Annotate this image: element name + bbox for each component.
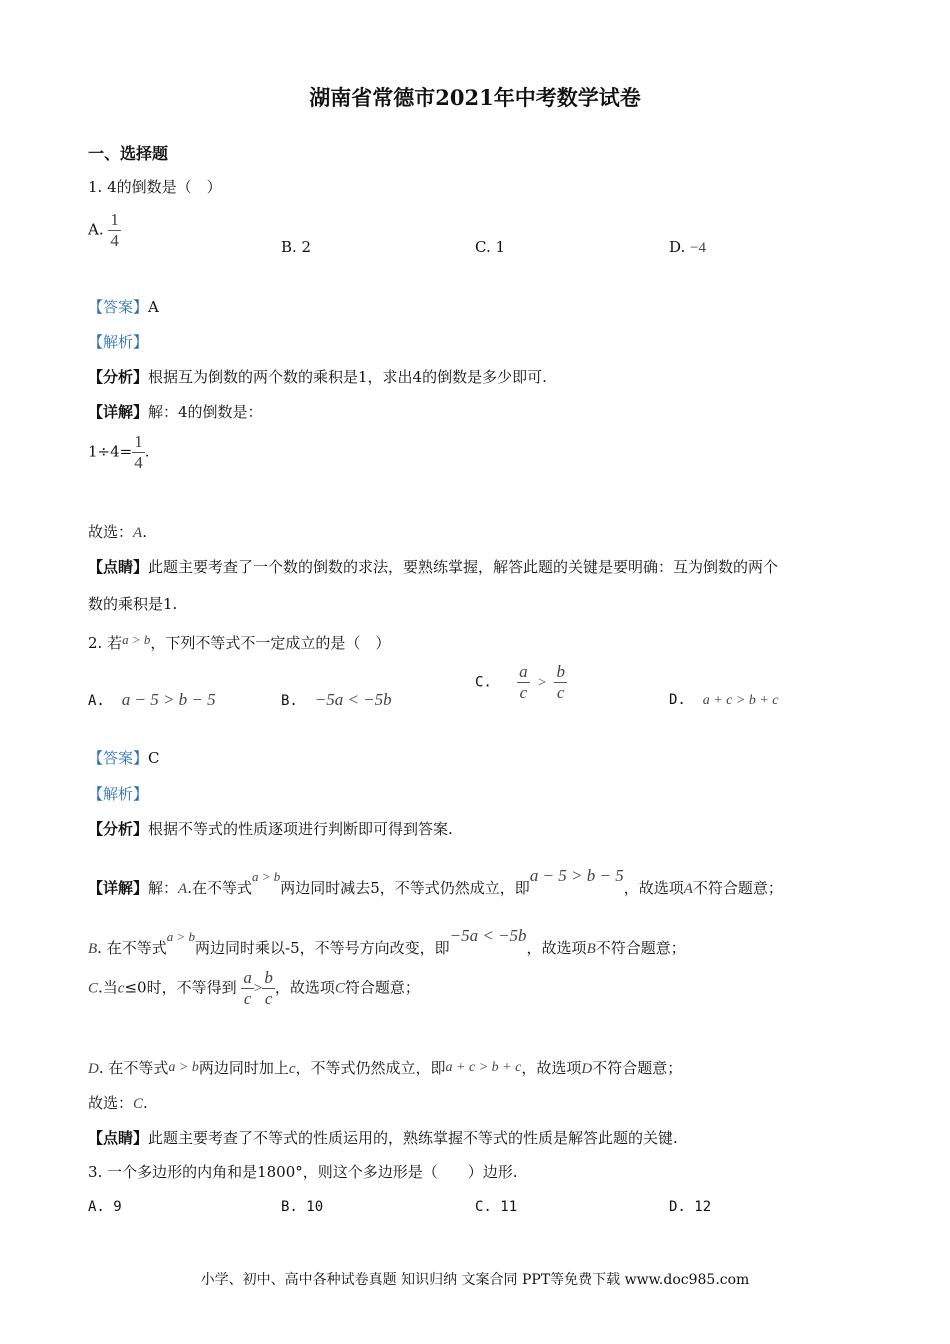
q2-option-c: C. $\frac{a}{c}$ > $\frac{b}{c}$ bbox=[475, 662, 565, 702]
q2-option-d: D. a + c > b + c bbox=[669, 692, 779, 708]
page-footer: 小学、初中、高中各种试卷真题 知识归纳 文案合同 PPT等免费下载 www.doc985.com bbox=[200, 1272, 750, 1288]
section-heading: 一、选择题 bbox=[88, 144, 169, 163]
q3-option-a: A. 9 bbox=[88, 1199, 122, 1215]
q2-detail-d: D. 在不等式a > b两边同时加上c，不等式仍然成立，即a + c > b + c，故选项D不符合题意； bbox=[88, 1059, 683, 1077]
q1-fenxi: 【分析】根据互为倒数的两个数的乘积是1，求出4的倒数是多少即可. bbox=[88, 368, 547, 386]
q2-option-b: B. −5a < −5b bbox=[281, 690, 392, 709]
q2-choose: 故选：C. bbox=[88, 1094, 148, 1112]
q1-choose: 故选：A. bbox=[88, 523, 147, 541]
q2-analysis-tag: 【解析】 bbox=[88, 785, 149, 803]
q1-option-c: C. 1 bbox=[475, 238, 506, 256]
q3-stem: 3. 一个多边形的内角和是1800°，则这个多边形是（ ）边形. bbox=[88, 1163, 518, 1181]
q2-detail-c: C.当c≤0时，不等得到 $\frac{a}{c}$ > $\frac{b}{c}$ ，故选项C符合题意； bbox=[88, 968, 420, 1008]
q2-detail-b: B. 在不等式a > b两边同时乘以-5，不等号方向改变，即−5a < −5b，故选项B不符合题意； bbox=[88, 926, 686, 957]
q1-dianjing-cont: 数的乘积是1. bbox=[88, 595, 178, 613]
q3-option-b: B. 10 bbox=[281, 1199, 324, 1215]
q2-fenxi: 【分析】根据不等式的性质逐项进行判断即可得到答案. bbox=[88, 820, 453, 838]
q1-dianjing: 【点睛】此题主要考查了一个数的倒数的求法，要熟练掌握，解答此题的关键是要明确：互为倒数的两个 bbox=[88, 558, 779, 576]
q1-xiangjie: 【详解】解：4的倒数是： bbox=[88, 403, 263, 421]
q1-answer: 【答案】A bbox=[88, 298, 159, 316]
q1-option-a-fraction: $\frac{1}{4}$ bbox=[110, 210, 119, 250]
q3-option-d: D. 12 bbox=[669, 1199, 712, 1215]
q1-option-a: A. $\frac{1}{4}$ bbox=[88, 210, 119, 250]
q2-stem: 2. 若a > b，下列不等式不一定成立的是（ ） bbox=[88, 632, 391, 652]
q1-option-d: D. −4 bbox=[669, 238, 707, 256]
q2-option-a: A. a − 5 > b − 5 bbox=[88, 690, 216, 709]
q1-calc-fraction: $\frac{1}{4}$ bbox=[134, 432, 143, 472]
q2-dianjing: 【点睛】此题主要考查了不等式的性质运用的，熟练掌握不等式的性质是解答此题的关键. bbox=[88, 1129, 678, 1147]
q1-option-b: B. 2 bbox=[281, 238, 312, 256]
q3-option-c: C. 11 bbox=[475, 1199, 518, 1215]
q1-stem: 1. 4的倒数是（ ） bbox=[88, 178, 222, 196]
q2-answer: 【答案】C bbox=[88, 749, 160, 767]
q2-detail-a: 【详解】解：A.在不等式a > b两边同时减去5，不等式仍然成立，即a − 5 > b − 5，故选项A不符合题意； bbox=[88, 866, 783, 897]
q1-analysis-tag: 【解析】 bbox=[88, 333, 149, 351]
q1-calc: 1÷4= $\frac{1}{4}$ . bbox=[88, 432, 150, 472]
page-title: 湖南省常德市2021年中考数学试卷 bbox=[309, 85, 641, 110]
